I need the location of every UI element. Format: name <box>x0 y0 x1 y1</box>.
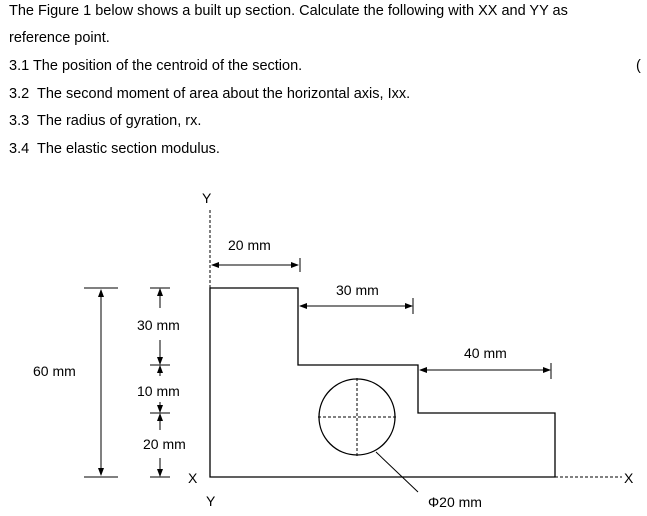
intro-line-2: reference point. <box>9 30 110 46</box>
item-text: The second moment of area about the horizontal axis, Ixx. <box>36 86 411 102</box>
hole-leader-line <box>376 452 418 492</box>
dim-width-2-label: 30 mm <box>336 282 379 298</box>
hole-diameter-label: Φ20 mm <box>428 494 482 510</box>
dim-total-height-label: 60 mm <box>33 363 76 379</box>
item-number: 3.2 <box>9 86 30 102</box>
intro-line-1: The Figure 1 below shows a built up section. Calculate the following with XX and YY as <box>9 3 568 19</box>
dim-width-1-label: 20 mm <box>228 237 271 253</box>
item-text: The elastic section modulus. <box>36 141 220 157</box>
axis-x-left-label: X <box>188 470 198 486</box>
dim-height-1-label: 30 mm <box>137 317 180 333</box>
margin-mark: ( <box>636 58 641 74</box>
section-outline <box>210 288 555 477</box>
item-text: The radius of gyration, rx. <box>36 113 202 129</box>
item-text: The position of the centroid of the section. <box>32 58 303 74</box>
item-number: 3.3 <box>9 113 30 129</box>
axis-y-bottom-label: Y <box>206 493 216 509</box>
dim-height-2-label: 10 mm <box>137 383 180 399</box>
item-number: 3.1 <box>9 58 30 74</box>
dim-width-3-label: 40 mm <box>464 345 507 361</box>
axis-x-right-label: X <box>624 470 634 486</box>
axis-y-top-label: Y <box>202 190 212 206</box>
item-number: 3.4 <box>9 141 30 157</box>
dim-height-3-label: 20 mm <box>143 436 186 452</box>
